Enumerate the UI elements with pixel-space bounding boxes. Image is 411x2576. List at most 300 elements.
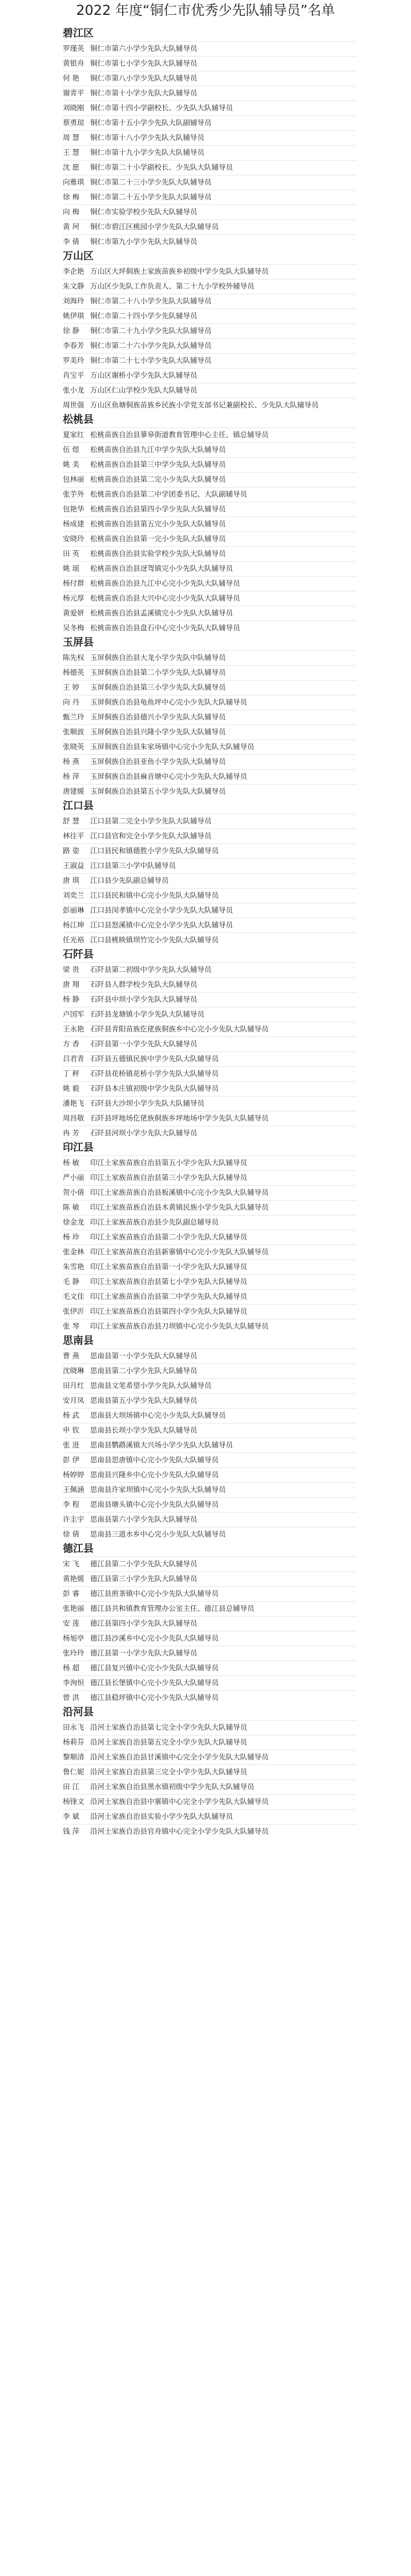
honoree-name: 张艳丽 bbox=[63, 1604, 84, 1613]
honoree-unit: 思南县鹦鹉溪镇大兴场小学少先队大队辅导员 bbox=[90, 1441, 233, 1449]
honoree-row bbox=[63, 1066, 356, 1081]
honoree-unit: 松桃苗族自治县盘石中心完小少先队大队辅导员 bbox=[90, 623, 240, 632]
honoree-unit: 万山区鱼塘侗族苗族乡民族小学党支部书记兼副校长、少先队大队辅导员 bbox=[90, 401, 319, 409]
honoree-unit: 德江县共和镇教育管理办公室主任、德江县总辅导员 bbox=[90, 1604, 255, 1613]
honoree-name: 卢国军 bbox=[63, 1010, 84, 1018]
honoree-unit: 德江县复兴镇中心完小少先队大队辅导员 bbox=[90, 1663, 219, 1672]
honoree-name: 黄银舟 bbox=[63, 59, 84, 67]
honoree-name: 毛 静 bbox=[63, 1277, 79, 1286]
honoree-unit: 印江土家族苗族自治县新寨镇中心完小少先队大队辅导员 bbox=[90, 1247, 269, 1256]
honoree-row bbox=[63, 591, 356, 606]
honoree-name: 杨付群 bbox=[63, 579, 84, 587]
honoree-name: 刘晓刚 bbox=[63, 103, 84, 112]
honoree-row bbox=[63, 814, 356, 829]
honoree-name: 张 琴 bbox=[63, 1322, 79, 1330]
honoree-name: 安月凤 bbox=[63, 1396, 84, 1405]
honoree-unit: 江口县民和镇德胜小学少先队大队辅导员 bbox=[90, 846, 219, 855]
honoree-row bbox=[63, 843, 356, 858]
honoree-unit: 江口县第三小学中队辅导员 bbox=[90, 861, 176, 870]
honoree-row bbox=[63, 1809, 356, 1824]
honoree-row bbox=[63, 621, 356, 635]
honoree-unit: 思南县第二小学少先队大队辅导员 bbox=[90, 1366, 198, 1375]
honoree-name: 田 英 bbox=[63, 549, 79, 558]
honoree-row bbox=[63, 1111, 356, 1126]
honoree-unit: 玉屏侗族自治县第二小学少先队大队辅导员 bbox=[90, 668, 226, 677]
honoree-name: 杨德英 bbox=[63, 668, 84, 677]
honoree-unit: 思南县大坝场镇中心完小少先队大队辅导员 bbox=[90, 1411, 226, 1419]
honoree-row bbox=[63, 323, 356, 338]
honoree-row bbox=[63, 353, 356, 368]
honoree-unit: 沿河土家族自治县第五完全小学少先队大队辅导员 bbox=[90, 1738, 248, 1746]
honoree-unit: 石阡县中坝小学少先队大队辅导员 bbox=[90, 995, 198, 1003]
honoree-name: 彭 睿 bbox=[63, 1589, 79, 1598]
honoree-unit: 德江县第四小学少先队大队辅导员 bbox=[90, 1619, 198, 1627]
honoree-unit: 玉屏侗族自治县亚鱼小学少先队大队辅导员 bbox=[90, 757, 226, 766]
honoree-name: 贺小倩 bbox=[63, 1188, 84, 1197]
honoree-row bbox=[63, 725, 356, 739]
honoree-unit: 德江县稳坪镇中心完小少先队大队辅导员 bbox=[90, 1693, 219, 1702]
honoree-row bbox=[63, 1081, 356, 1096]
honoree-unit: 铜仁市第二十三小学少先队大队辅导员 bbox=[90, 178, 212, 186]
honoree-name: 杨 武 bbox=[63, 1411, 79, 1419]
honoree-name: 朱雪艳 bbox=[63, 1262, 84, 1271]
honoree-unit: 德江县长堡镇中心完小少先队大队辅导员 bbox=[90, 1678, 219, 1687]
honoree-row bbox=[63, 962, 356, 977]
honoree-name: 沈 愿 bbox=[63, 163, 79, 171]
honoree-row bbox=[63, 1349, 356, 1363]
honoree-name: 李企艳 bbox=[63, 267, 84, 275]
honoree-unit: 松桃苗族自治县第二中学团委书记、大队副辅导员 bbox=[90, 490, 248, 498]
honoree-name: 徐 梅 bbox=[63, 193, 79, 201]
honoree-row bbox=[63, 1007, 356, 1022]
honoree-unit: 江口县官和完全小学少先队大队辅导员 bbox=[90, 831, 212, 840]
honoree-name: 舒 慧 bbox=[63, 817, 79, 825]
honoree-row bbox=[63, 1482, 356, 1497]
honoree-name: 何 艳 bbox=[63, 74, 79, 82]
honoree-name: 李洵恒 bbox=[63, 1678, 84, 1687]
honoree-name: 杨婷婷 bbox=[63, 1470, 84, 1479]
honoree-name: 包林丽 bbox=[63, 475, 84, 483]
honoree-unit: 玉屏侗族自治县第三小学少先队大队辅导员 bbox=[90, 683, 226, 691]
honoree-name: 王 慧 bbox=[63, 148, 79, 157]
honoree-row bbox=[63, 517, 356, 531]
honoree-list bbox=[0, 26, 411, 1839]
honoree-unit: 铜仁市第十九小学少先队大队辅导员 bbox=[90, 148, 205, 157]
honoree-name: 安 莲 bbox=[63, 1619, 79, 1627]
honoree-name: 张芋外 bbox=[63, 490, 84, 498]
honoree-name: 刘海玲 bbox=[63, 297, 84, 305]
honoree-row bbox=[63, 784, 356, 799]
honoree-row bbox=[63, 710, 356, 725]
honoree-unit: 万山区仁山学校少先队大队辅导员 bbox=[90, 386, 198, 394]
honoree-unit: 沿河土家族自治县甘溪镇中心完全小学少先队大队辅导员 bbox=[90, 1753, 269, 1761]
honoree-unit: 石阡县坪地场仡佬族侗族乡坪地场中学少先队大队辅导员 bbox=[90, 1114, 269, 1122]
honoree-row bbox=[63, 531, 356, 546]
honoree-row bbox=[63, 754, 356, 769]
honoree-name: 杨 超 bbox=[63, 1663, 79, 1672]
honoree-unit: 松桃苗族自治县第三中学少先队大队辅导员 bbox=[90, 460, 226, 469]
honoree-unit: 松桃苗族自治县蓼皋街道教育管理中心主任、镇总辅导员 bbox=[90, 430, 269, 439]
honoree-row bbox=[63, 1215, 356, 1230]
honoree-name: 梁 贵 bbox=[63, 965, 79, 974]
honoree-unit: 思南县塘头镇中心完小少先队大队辅导员 bbox=[90, 1500, 219, 1509]
honoree-unit: 印江土家族苗族自治县刀坝镇中心完小少先队大队辅导员 bbox=[90, 1322, 269, 1330]
honoree-unit: 江口县民和镇中心完小少先队大队辅导员 bbox=[90, 891, 219, 899]
honoree-row bbox=[63, 279, 356, 294]
honoree-row bbox=[63, 1661, 356, 1675]
honoree-unit: 松桃苗族自治县迓驾镇完小少先队大队辅导员 bbox=[90, 564, 233, 573]
honoree-name: 姚 瑶 bbox=[63, 564, 79, 573]
honoree-row bbox=[63, 695, 356, 710]
honoree-name: 李春芳 bbox=[63, 341, 84, 350]
honoree-unit: 松桃苗族自治县孟溪镇完小少先队大队辅导员 bbox=[90, 609, 233, 617]
honoree-row bbox=[63, 1779, 356, 1794]
honoree-row bbox=[63, 1735, 356, 1750]
honoree-row bbox=[63, 1467, 356, 1482]
honoree-name: 李 斌 bbox=[63, 1812, 79, 1821]
honoree-row bbox=[63, 1453, 356, 1467]
honoree-unit: 万山区大坪侗族土家族苗族乡初级中学少先队大队辅导员 bbox=[90, 267, 269, 275]
honoree-row bbox=[63, 41, 356, 56]
honoree-row bbox=[63, 1393, 356, 1408]
honoree-row bbox=[63, 1720, 356, 1735]
honoree-row bbox=[63, 1155, 356, 1170]
honoree-unit: 沿河土家族自治县第七完全小学少先队大队辅导员 bbox=[90, 1723, 248, 1731]
honoree-name: 王淑益 bbox=[63, 861, 84, 870]
honoree-name: 甄兰玲 bbox=[63, 713, 84, 721]
honoree-name: 彭 伊 bbox=[63, 1455, 79, 1464]
honoree-unit: 玉屏侗族自治县第五小学少先队大队辅导员 bbox=[90, 787, 226, 795]
honoree-unit: 江口县第二完全小学少先队大队辅导员 bbox=[90, 817, 212, 825]
honoree-unit: 江口县桃映镇坝竹完小少先队大队辅导员 bbox=[90, 935, 219, 944]
honoree-unit: 印江土家族苗族自治县第四小学少先队大队辅导员 bbox=[90, 1307, 248, 1315]
honoree-name: 张玲玲 bbox=[63, 1649, 84, 1657]
honoree-name: 杨莉芬 bbox=[63, 1738, 84, 1746]
honoree-name: 杨 珍 bbox=[63, 1233, 79, 1241]
honoree-name: 蔡勇琼 bbox=[63, 118, 84, 127]
honoree-unit: 印江土家族苗族自治县板溪镇中心完小少先队大队辅导员 bbox=[90, 1188, 269, 1197]
honoree-unit: 江口县闵孝镇中心完全小学少先队大队辅导员 bbox=[90, 906, 233, 914]
honoree-unit: 铜仁市第十小学少先队大队辅导员 bbox=[90, 89, 198, 97]
honoree-unit: 石阡县青阳苗族仡佬族侗族乡中心完小少先队大队辅导员 bbox=[90, 1025, 269, 1033]
honoree-name: 沈晓琳 bbox=[63, 1366, 84, 1375]
honoree-row bbox=[63, 1423, 356, 1438]
honoree-name: 林往平 bbox=[63, 831, 84, 840]
honoree-unit: 印江土家族苗族自治县第二中学少先队大队辅导员 bbox=[90, 1292, 248, 1301]
honoree-row bbox=[63, 294, 356, 309]
honoree-unit: 沿河土家族自治县官舟镇中心完全小学少先队大队辅导员 bbox=[90, 1827, 269, 1835]
honoree-row bbox=[63, 1378, 356, 1393]
honoree-unit: 思南县第五小学少先队大队辅导员 bbox=[90, 1396, 198, 1405]
honoree-unit: 德江县煎茶镇中心完小少先队大队辅导员 bbox=[90, 1589, 219, 1598]
honoree-row bbox=[63, 1571, 356, 1586]
honoree-row bbox=[63, 1304, 356, 1319]
honoree-name: 张晓英 bbox=[63, 742, 84, 751]
honoree-unit: 铜仁市第十八小学少先队大队辅导员 bbox=[90, 133, 205, 142]
honoree-row bbox=[63, 1185, 356, 1200]
honoree-unit: 铜仁市第九小学少先队大队辅导员 bbox=[90, 237, 198, 246]
honoree-row bbox=[63, 650, 356, 665]
honoree-name: 黄艳媛 bbox=[63, 1574, 84, 1583]
honoree-unit: 思南县第一小学少先队大队辅导员 bbox=[90, 1351, 198, 1360]
honoree-row bbox=[63, 1408, 356, 1423]
honoree-row bbox=[63, 234, 356, 249]
honoree-row bbox=[63, 1512, 356, 1527]
honoree-row bbox=[63, 383, 356, 398]
honoree-name: 唐 琪 bbox=[63, 876, 79, 885]
honoree-name: 申 钦 bbox=[63, 1426, 79, 1434]
honoree-unit: 松桃苗族自治县大兴中心完小少先队大队辅导员 bbox=[90, 594, 240, 602]
honoree-unit: 玉屏侗族自治县麻音塘中心完小少先队大队辅导员 bbox=[90, 772, 248, 781]
honoree-row bbox=[63, 71, 356, 86]
honoree-row bbox=[63, 160, 356, 175]
honoree-row bbox=[63, 933, 356, 947]
honoree-unit: 铜仁市第二十七小学少先队大队辅导员 bbox=[90, 356, 212, 365]
honoree-unit: 石阡县五德镇民族中学少先队大队辅导员 bbox=[90, 1054, 219, 1063]
honoree-row bbox=[63, 1259, 356, 1274]
honoree-unit: 万山区谢桥小学少先队大队辅导员 bbox=[90, 371, 198, 379]
honoree-row bbox=[63, 1274, 356, 1289]
honoree-row bbox=[63, 918, 356, 933]
honoree-row bbox=[63, 1245, 356, 1259]
honoree-row bbox=[63, 829, 356, 843]
honoree-name: 周昌敬 bbox=[63, 1114, 84, 1122]
honoree-unit: 铜仁市第十四小学副校长、少先队大队辅导员 bbox=[90, 103, 233, 112]
honoree-name: 伍 煜 bbox=[63, 445, 79, 454]
honoree-name: 李 程 bbox=[63, 1500, 79, 1509]
honoree-row bbox=[63, 858, 356, 873]
honoree-name: 鲁仁妮 bbox=[63, 1767, 84, 1776]
honoree-unit: 思南县长坝小学少先队大队辅导员 bbox=[90, 1426, 198, 1434]
honoree-unit: 德江县沙溪乡中心完小少先队大队辅导员 bbox=[90, 1634, 219, 1642]
honoree-name: 吕君青 bbox=[63, 1054, 84, 1063]
honoree-name: 肖宝平 bbox=[63, 371, 84, 379]
honoree-row bbox=[63, 264, 356, 279]
honoree-row bbox=[63, 1230, 356, 1245]
honoree-unit: 玉屏侗族自治县兴隆小学少先队大队辅导员 bbox=[90, 727, 226, 736]
honoree-row bbox=[63, 1022, 356, 1037]
honoree-unit: 印江土家族苗族自治县第三小学少先队大队辅导员 bbox=[90, 1173, 248, 1182]
honoree-name: 曾 洪 bbox=[63, 1693, 79, 1702]
honoree-row bbox=[63, 442, 356, 457]
honoree-name: 姚伊琪 bbox=[63, 311, 84, 320]
honoree-name: 黎顺清 bbox=[63, 1753, 84, 1761]
honoree-unit: 铜仁市第二十八小学少先队大队辅导员 bbox=[90, 297, 212, 305]
honoree-unit: 松桃苗族自治县九江中学少先队大队辅导员 bbox=[90, 445, 226, 454]
honoree-row bbox=[63, 457, 356, 472]
honoree-name: 杨 静 bbox=[63, 995, 79, 1003]
honoree-row bbox=[63, 487, 356, 502]
honoree-name: 杨江坤 bbox=[63, 921, 84, 929]
honoree-unit: 石阡县本庄镇初级中学少先队大队辅导员 bbox=[90, 1084, 219, 1093]
honoree-row bbox=[63, 665, 356, 680]
honoree-unit: 铜仁市第二十四小学少先队辅导员 bbox=[90, 311, 198, 320]
honoree-name: 张顺波 bbox=[63, 727, 84, 736]
honoree-row bbox=[63, 205, 356, 219]
honoree-row bbox=[63, 368, 356, 383]
honoree-name: 安晓玲 bbox=[63, 534, 84, 543]
honoree-name: 许圭宇 bbox=[63, 1515, 84, 1523]
honoree-name: 杨 敏 bbox=[63, 1158, 79, 1167]
honoree-name: 唐 翔 bbox=[63, 980, 79, 989]
honoree-name: 朱文静 bbox=[63, 282, 84, 290]
honoree-row bbox=[63, 175, 356, 190]
honoree-unit: 江口县少先队副总辅导员 bbox=[90, 876, 169, 885]
honoree-row bbox=[63, 903, 356, 918]
honoree-name: 罗瑾英 bbox=[63, 44, 84, 53]
honoree-name: 任光裕 bbox=[63, 935, 84, 944]
honoree-unit: 思南县思唐镇中心完小少先队大队辅导员 bbox=[90, 1455, 219, 1464]
honoree-name: 黄爱妍 bbox=[63, 609, 84, 617]
honoree-row bbox=[63, 427, 356, 442]
honoree-row bbox=[63, 1750, 356, 1765]
honoree-name: 张小龙 bbox=[63, 386, 84, 394]
honoree-unit: 印江土家族苗族自治县木黄镇民族小学少先队大队辅导员 bbox=[90, 1203, 269, 1211]
honoree-row bbox=[63, 561, 356, 576]
honoree-unit: 沿河土家族自治县中寨镇中心完全小学少先队大队辅导员 bbox=[90, 1797, 269, 1806]
honoree-unit: 玉屏侗族自治县德兴小学少先队大队辅导员 bbox=[90, 713, 226, 721]
honoree-name: 黄 珂 bbox=[63, 222, 79, 231]
honoree-name: 周 慧 bbox=[63, 133, 79, 142]
honoree-unit: 石阡县第二初级中学少先队大队辅导员 bbox=[90, 965, 212, 974]
honoree-unit: 沿河土家族自治县第三完全小学少先队大队辅导员 bbox=[90, 1767, 248, 1776]
honoree-name: 陈先权 bbox=[63, 653, 84, 662]
section-heading: 万山区 bbox=[63, 250, 94, 262]
honoree-row bbox=[63, 1765, 356, 1779]
honoree-unit: 石阡县第一小学少先队大队辅导员 bbox=[90, 1039, 198, 1048]
honoree-unit: 玉屏侗族自治县朱家场镇中心完小少先队大队辅导员 bbox=[90, 742, 255, 751]
honoree-name: 包艳华 bbox=[63, 505, 84, 513]
honoree-name: 严小丽 bbox=[63, 1173, 84, 1182]
honoree-unit: 德江县第一小学少先队大队辅导员 bbox=[90, 1649, 198, 1657]
page-title: 2022 年度“铜仁市优秀少先队辅导员”名单 bbox=[76, 2, 335, 18]
honoree-unit: 玉屏侗族自治县大龙小学少先队中队辅导员 bbox=[90, 653, 226, 662]
honoree-name: 唐建媛 bbox=[63, 787, 84, 795]
honoree-row bbox=[63, 992, 356, 1007]
honoree-row bbox=[63, 680, 356, 695]
honoree-name: 丁 秤 bbox=[63, 1069, 79, 1078]
honoree-row bbox=[63, 739, 356, 754]
section-heading: 江口县 bbox=[63, 800, 94, 812]
honoree-row bbox=[63, 1363, 356, 1378]
honoree-row bbox=[63, 398, 356, 413]
honoree-row bbox=[63, 1690, 356, 1705]
honoree-unit: 铜仁市第六小学少先队大队辅导员 bbox=[90, 44, 198, 53]
honoree-name: 罗美玲 bbox=[63, 356, 84, 365]
honoree-unit: 印江土家族苗族自治县第二小学少先队大队辅导员 bbox=[90, 1233, 248, 1241]
honoree-name: 杨元厚 bbox=[63, 594, 84, 602]
honoree-name: 陈 敏 bbox=[63, 1203, 79, 1211]
honoree-name: 周世强 bbox=[63, 401, 84, 409]
honoree-row bbox=[63, 130, 356, 145]
honoree-unit: 思南县兴隆乡中心完小少先队大队辅导员 bbox=[90, 1470, 219, 1479]
honoree-unit: 松桃苗族自治县第五完小少先队大队辅导员 bbox=[90, 519, 226, 528]
honoree-name: 毛文佳 bbox=[63, 1292, 84, 1301]
honoree-row bbox=[63, 86, 356, 101]
honoree-name: 张伊沂 bbox=[63, 1307, 84, 1315]
honoree-row bbox=[63, 472, 356, 487]
honoree-name: 刘奕兰 bbox=[63, 891, 84, 899]
honoree-name: 曹 燕 bbox=[63, 1351, 79, 1360]
honoree-row bbox=[63, 1497, 356, 1512]
honoree-row bbox=[63, 145, 356, 160]
honoree-row bbox=[63, 115, 356, 130]
honoree-unit: 铜仁市第二十五小学少先队大队辅导员 bbox=[90, 193, 212, 201]
honoree-name: 张 进 bbox=[63, 1441, 79, 1449]
honoree-row bbox=[63, 1051, 356, 1066]
section-heading: 石阡县 bbox=[63, 949, 94, 961]
honoree-name: 宋 飞 bbox=[63, 1559, 79, 1568]
honoree-unit: 铜仁市第十五小学少先队大队副辅导员 bbox=[90, 118, 212, 127]
honoree-row bbox=[63, 1616, 356, 1631]
honoree-unit: 沿河土家族自治县实验小学少先队大队辅导员 bbox=[90, 1812, 233, 1821]
honoree-row bbox=[63, 1601, 356, 1616]
honoree-unit: 沿河土家族自治县黑水镇初级中学少先队大队辅导员 bbox=[90, 1782, 255, 1791]
honoree-unit: 思南县三道水乡中心完小少先队大队辅导员 bbox=[90, 1530, 226, 1538]
honoree-name: 徐金龙 bbox=[63, 1218, 84, 1226]
honoree-name: 王佩涵 bbox=[63, 1485, 84, 1494]
section-heading: 沿河县 bbox=[63, 1706, 94, 1718]
honoree-row bbox=[63, 546, 356, 561]
honoree-unit: 印江土家族苗族自治县第七小学少先队大队辅导员 bbox=[90, 1277, 248, 1286]
honoree-name: 杨 燕 bbox=[63, 757, 79, 766]
honoree-name: 路 姿 bbox=[63, 846, 79, 855]
honoree-name: 张金林 bbox=[63, 1247, 84, 1256]
honoree-name: 田永飞 bbox=[63, 1723, 84, 1731]
honoree-unit: 铜仁市第二十小学副校长、少先队大队辅导员 bbox=[90, 163, 233, 171]
honoree-row bbox=[63, 1438, 356, 1453]
honoree-name: 王 婷 bbox=[63, 683, 79, 691]
honoree-name: 彭丽琳 bbox=[63, 906, 84, 914]
section-heading: 玉屏县 bbox=[63, 637, 94, 649]
honoree-unit: 铜仁市碧江区桃园小学少先队大队辅导员 bbox=[90, 222, 219, 231]
honoree-name: 田 江 bbox=[63, 1782, 79, 1791]
honoree-row bbox=[63, 1631, 356, 1646]
honoree-unit: 石阡县大沙坝小学少先队大队辅导员 bbox=[90, 1099, 205, 1107]
honoree-unit: 思南县第六小学少先队大队辅导员 bbox=[90, 1515, 198, 1523]
honoree-unit: 江口县怒溪镇中心完全小学少先队大队辅导员 bbox=[90, 921, 233, 929]
honoree-name: 吴冬梅 bbox=[63, 623, 84, 632]
honoree-row bbox=[63, 606, 356, 621]
honoree-row bbox=[63, 1289, 356, 1304]
honoree-name: 潘艳飞 bbox=[63, 1099, 84, 1107]
honoree-row bbox=[63, 888, 356, 903]
honoree-row bbox=[63, 1794, 356, 1809]
honoree-row bbox=[63, 769, 356, 784]
honoree-unit: 松桃苗族自治县第一完小少先队大队辅导员 bbox=[90, 534, 226, 543]
honoree-name: 田月红 bbox=[63, 1381, 84, 1390]
honoree-name: 夏家红 bbox=[63, 430, 84, 439]
honoree-unit: 石阡县河坝小学少先队大队辅导员 bbox=[90, 1129, 198, 1137]
honoree-name: 徐 倩 bbox=[63, 1530, 79, 1538]
honoree-name: 李 倩 bbox=[63, 237, 79, 246]
honoree-name: 向雅琪 bbox=[63, 178, 84, 186]
honoree-row bbox=[63, 1200, 356, 1215]
honoree-name: 杨锋文 bbox=[63, 1797, 84, 1806]
honoree-row bbox=[63, 309, 356, 323]
honoree-row bbox=[63, 1170, 356, 1185]
honoree-unit: 万山区少先队工作负责人、第二十九小学校外辅导员 bbox=[90, 282, 255, 290]
honoree-unit: 印江土家族苗族自治县少先队副总辅导员 bbox=[90, 1218, 219, 1226]
honoree-row bbox=[63, 1586, 356, 1601]
honoree-unit: 思南县许家坝镇中心完小少先队大队辅导员 bbox=[90, 1485, 226, 1494]
honoree-name: 谢青平 bbox=[63, 89, 84, 97]
section-heading: 碧江区 bbox=[63, 27, 94, 39]
section-heading: 松桃县 bbox=[63, 414, 94, 426]
honoree-row bbox=[63, 1319, 356, 1334]
honoree-unit: 玉屏侗族自治县龟鱼坪中心完小少先队大队辅导员 bbox=[90, 698, 248, 706]
honoree-name: 钱 萍 bbox=[63, 1827, 79, 1835]
